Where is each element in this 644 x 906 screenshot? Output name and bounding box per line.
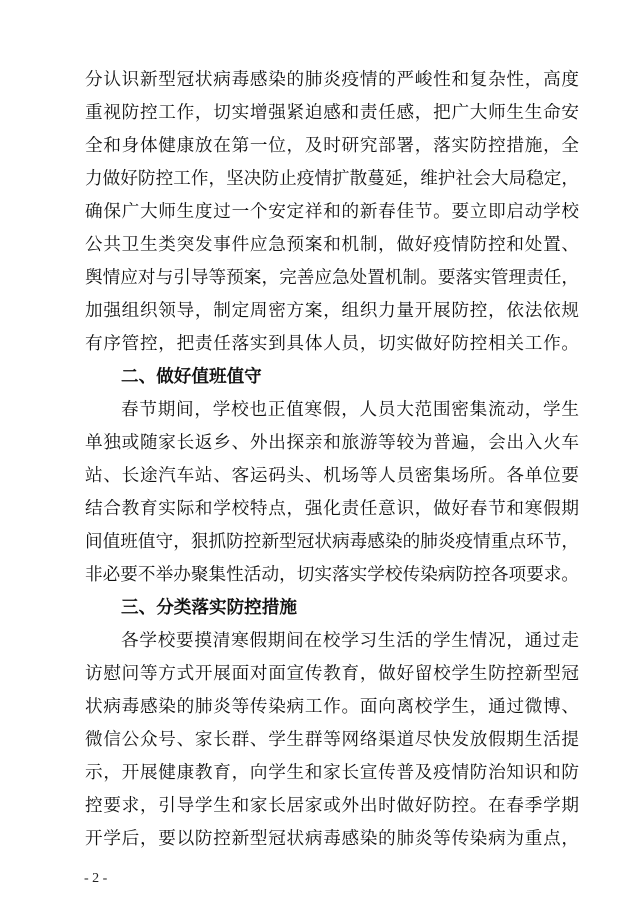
- text-line: 站、长途汽车站、客运码头、机场等人员密集场所。各单位要: [85, 466, 579, 486]
- text-line: 确保广大师生度过一个安定祥和的新春佳节。要立即启动学校: [85, 202, 579, 222]
- text-line: 全和身体健康放在第一位，及时研究部署，落实防控措施，全: [85, 136, 579, 156]
- text-line: 结合教育实际和学校特点，强化责任意识，做好春节和寒假期: [85, 499, 579, 519]
- text-line: 示，开展健康教育，向学生和家长宣传普及疫情防治知识和防: [85, 763, 579, 783]
- text-line: 开学后，要以防控新型冠状病毒感染的肺炎等传染病为重点，: [85, 829, 579, 849]
- text-line: 有序管控，把责任落实到具体人员，切实做好防控相关工作。: [85, 334, 579, 354]
- text-line: 分认识新型冠状病毒感染的肺炎疫情的严峻性和复杂性，高度: [85, 70, 579, 90]
- text-line: 舆情应对与引导等预案，完善应急处置机制。要落实管理责任，: [85, 268, 579, 288]
- text-line: 访慰问等方式开展面对面宣传教育，做好留校学生防控新型冠: [85, 664, 579, 684]
- text-line: 微信公众号、家长群、学生群等网络渠道尽快发放假期生活提: [85, 730, 579, 750]
- text-line: 控要求，引导学生和家长居家或外出时做好防控。在春季学期: [85, 796, 579, 816]
- text-line: 各学校要摸清寒假期间在校学习生活的学生情况，通过走: [121, 631, 579, 651]
- page-number: - 2 -: [84, 871, 108, 886]
- section-heading-duty: 二、做好值班值守: [121, 367, 262, 387]
- text-line: 间值班值守，狠抓防控新型冠状病毒感染的肺炎疫情重点环节，: [85, 532, 579, 552]
- paragraph-2: [85, 394, 579, 592]
- text-line: 单独或随家长返乡、外出探亲和旅游等较为普遍，会出入火车: [85, 433, 579, 453]
- text-line: 非必要不举办聚集性活动，切实落实学校传染病防控各项要求。: [85, 565, 579, 585]
- section-heading-measures: 三、分类落实防控措施: [121, 598, 297, 618]
- document-body: [85, 64, 579, 856]
- text-line: 力做好防控工作，坚决防止疫情扩散蔓延，维护社会大局稳定，: [85, 169, 579, 189]
- text-line: 公共卫生类突发事件应急预案和机制，做好疫情防控和处置、: [85, 235, 579, 255]
- text-line: 春节期间，学校也正值寒假，人员大范围密集流动，学生: [121, 400, 579, 420]
- paragraph-1: [85, 64, 579, 361]
- text-line: 状病毒感染的肺炎等传染病工作。面向离校学生，通过微博、: [85, 697, 579, 717]
- text-line: 重视防控工作，切实增强紧迫感和责任感，把广大师生生命安: [85, 103, 579, 123]
- text-line: 加强组织领导，制定周密方案，组织力量开展防控，依法依规: [85, 301, 579, 321]
- paragraph-3: [85, 625, 579, 856]
